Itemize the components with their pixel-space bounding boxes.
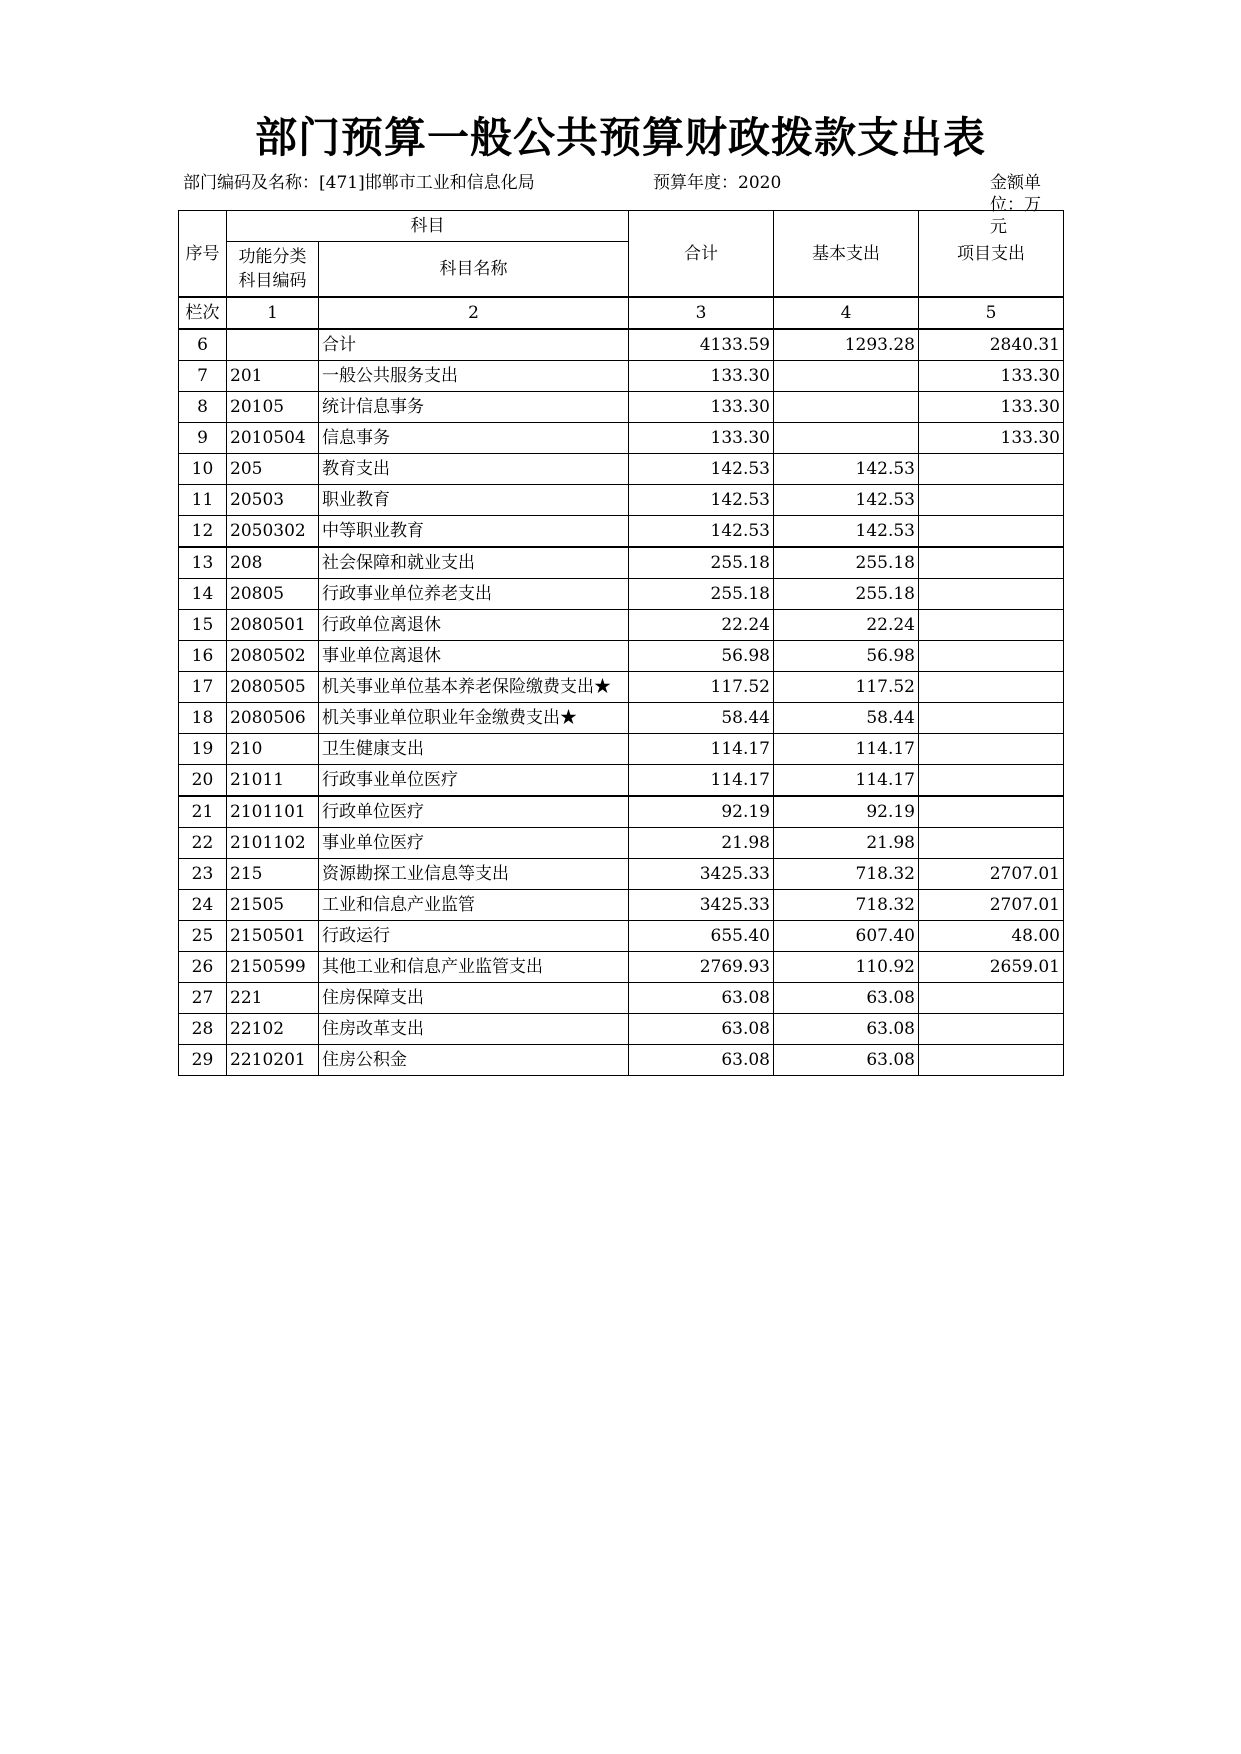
column-index-5: 5 (919, 297, 1064, 329)
table-row (179, 579, 1064, 610)
row-total: 114.17 (629, 765, 774, 797)
row-basic: 142.53 (774, 485, 919, 516)
row-project (919, 610, 1064, 641)
row-code: 21011 (227, 765, 319, 797)
row-project (919, 703, 1064, 734)
row-basic: 56.98 (774, 641, 919, 672)
department-label: 部门编码及名称：[471]邯郸市工业和信息化局 (183, 173, 535, 193)
row-code: 215 (227, 859, 319, 890)
row-total: 133.30 (629, 423, 774, 454)
header-seq: 序号 (179, 211, 227, 298)
row-code: 2150501 (227, 921, 319, 952)
row-name: 卫生健康支出 (319, 734, 629, 765)
row-code: 221 (227, 983, 319, 1014)
row-code: 2050302 (227, 516, 319, 548)
row-total: 255.18 (629, 547, 774, 579)
row-code: 208 (227, 547, 319, 579)
row-name: 住房公积金 (319, 1045, 629, 1076)
column-index-label: 栏次 (179, 297, 227, 329)
row-seq: 9 (179, 423, 227, 454)
row-basic: 21.98 (774, 828, 919, 859)
page-title: 部门预算一般公共预算财政拨款支出表 (254, 113, 986, 162)
row-seq: 18 (179, 703, 227, 734)
row-code: 2080501 (227, 610, 319, 641)
row-name: 行政单位医疗 (319, 796, 629, 828)
row-name: 事业单位医疗 (319, 828, 629, 859)
table-row (179, 1014, 1064, 1045)
row-basic: 718.32 (774, 859, 919, 890)
row-project (919, 1014, 1064, 1045)
table-row (179, 859, 1064, 890)
row-name: 信息事务 (319, 423, 629, 454)
row-seq: 6 (179, 329, 227, 361)
row-seq: 16 (179, 641, 227, 672)
table-row (179, 828, 1064, 859)
row-basic (774, 423, 919, 454)
row-code: 201 (227, 361, 319, 392)
row-code: 20805 (227, 579, 319, 610)
row-code: 2101102 (227, 828, 319, 859)
row-basic: 1293.28 (774, 329, 919, 361)
table-row (179, 641, 1064, 672)
row-project: 2707.01 (919, 859, 1064, 890)
table-row (179, 454, 1064, 485)
row-name: 行政事业单位医疗 (319, 765, 629, 797)
row-project (919, 516, 1064, 548)
row-seq: 29 (179, 1045, 227, 1076)
expenditure-table (178, 210, 1064, 1076)
row-name: 社会保障和就业支出 (319, 547, 629, 579)
row-project: 133.30 (919, 361, 1064, 392)
row-project (919, 454, 1064, 485)
row-seq: 24 (179, 890, 227, 921)
row-total: 142.53 (629, 454, 774, 485)
row-basic: 22.24 (774, 610, 919, 641)
header-code-text: 功能分类科目编码 (238, 247, 307, 291)
table-row (179, 703, 1064, 734)
header-total: 合计 (629, 211, 774, 298)
table-row (179, 361, 1064, 392)
row-seq: 21 (179, 796, 227, 828)
column-index-3: 3 (629, 297, 774, 329)
row-name: 教育支出 (319, 454, 629, 485)
row-seq: 10 (179, 454, 227, 485)
row-name: 其他工业和信息产业监管支出 (319, 952, 629, 983)
row-seq: 27 (179, 983, 227, 1014)
row-code: 2150599 (227, 952, 319, 983)
row-project: 133.30 (919, 392, 1064, 423)
row-basic (774, 392, 919, 423)
table-row (179, 1045, 1064, 1076)
row-code: 20503 (227, 485, 319, 516)
row-project: 2840.31 (919, 329, 1064, 361)
row-seq: 25 (179, 921, 227, 952)
row-name: 行政事业单位养老支出 (319, 579, 629, 610)
row-basic: 117.52 (774, 672, 919, 703)
row-code: 2101101 (227, 796, 319, 828)
row-total: 117.52 (629, 672, 774, 703)
row-total: 63.08 (629, 983, 774, 1014)
row-name: 机关事业单位职业年金缴费支出★ (319, 703, 629, 734)
row-project (919, 485, 1064, 516)
row-basic: 114.17 (774, 734, 919, 765)
row-basic: 63.08 (774, 1014, 919, 1045)
table-row (179, 765, 1064, 797)
table-row (179, 921, 1064, 952)
header-code (227, 242, 319, 298)
row-project (919, 579, 1064, 610)
row-basic: 63.08 (774, 1045, 919, 1076)
row-name: 工业和信息产业监管 (319, 890, 629, 921)
row-total: 21.98 (629, 828, 774, 859)
row-name: 住房保障支出 (319, 983, 629, 1014)
row-total: 114.17 (629, 734, 774, 765)
row-project (919, 1045, 1064, 1076)
table-row (179, 547, 1064, 579)
row-name: 行政运行 (319, 921, 629, 952)
row-total: 2769.93 (629, 952, 774, 983)
row-code: 2010504 (227, 423, 319, 454)
row-seq: 28 (179, 1014, 227, 1045)
table-row (179, 610, 1064, 641)
row-name: 资源勘探工业信息等支出 (319, 859, 629, 890)
row-seq: 23 (179, 859, 227, 890)
column-index-1: 1 (227, 297, 319, 329)
column-index-row (179, 297, 1064, 329)
column-index-4: 4 (774, 297, 919, 329)
table-row (179, 890, 1064, 921)
budget-year-label: 预算年度：2020 (653, 173, 782, 193)
row-name: 行政单位离退休 (319, 610, 629, 641)
row-seq: 17 (179, 672, 227, 703)
row-total: 655.40 (629, 921, 774, 952)
row-total: 3425.33 (629, 890, 774, 921)
row-total: 92.19 (629, 796, 774, 828)
row-total: 255.18 (629, 579, 774, 610)
row-name: 合计 (319, 329, 629, 361)
header-basic: 基本支出 (774, 211, 919, 298)
row-seq: 13 (179, 547, 227, 579)
row-project: 48.00 (919, 921, 1064, 952)
row-seq: 26 (179, 952, 227, 983)
row-name: 职业教育 (319, 485, 629, 516)
header-row-1 (179, 211, 1064, 242)
row-basic: 92.19 (774, 796, 919, 828)
row-project (919, 828, 1064, 859)
row-basic: 255.18 (774, 579, 919, 610)
table-row (179, 485, 1064, 516)
row-basic: 255.18 (774, 547, 919, 579)
row-code: 21505 (227, 890, 319, 921)
header-subject: 科目 (227, 211, 629, 242)
table-row (179, 392, 1064, 423)
row-basic: 718.32 (774, 890, 919, 921)
row-total: 22.24 (629, 610, 774, 641)
row-basic (774, 361, 919, 392)
row-seq: 22 (179, 828, 227, 859)
row-code: 2080502 (227, 641, 319, 672)
row-basic: 58.44 (774, 703, 919, 734)
row-seq: 7 (179, 361, 227, 392)
row-name: 机关事业单位基本养老保险缴费支出★ (319, 672, 629, 703)
table-row (179, 516, 1064, 548)
table-row (179, 952, 1064, 983)
row-code: 210 (227, 734, 319, 765)
row-code: 22102 (227, 1014, 319, 1045)
row-name: 事业单位离退休 (319, 641, 629, 672)
row-code: 20105 (227, 392, 319, 423)
row-name: 统计信息事务 (319, 392, 629, 423)
row-basic: 110.92 (774, 952, 919, 983)
row-code: 2210201 (227, 1045, 319, 1076)
row-total: 133.30 (629, 392, 774, 423)
row-code: 2080506 (227, 703, 319, 734)
row-project: 2659.01 (919, 952, 1064, 983)
row-project (919, 796, 1064, 828)
row-seq: 19 (179, 734, 227, 765)
table-row (179, 734, 1064, 765)
table-row (179, 423, 1064, 454)
row-basic: 142.53 (774, 516, 919, 548)
table-row (179, 672, 1064, 703)
row-code (227, 329, 319, 361)
row-name: 一般公共服务支出 (319, 361, 629, 392)
row-total: 142.53 (629, 485, 774, 516)
row-project: 133.30 (919, 423, 1064, 454)
table-row (179, 329, 1064, 361)
row-seq: 8 (179, 392, 227, 423)
header-name: 科目名称 (319, 242, 629, 298)
row-total: 4133.59 (629, 329, 774, 361)
row-basic: 63.08 (774, 983, 919, 1014)
row-seq: 20 (179, 765, 227, 797)
row-name: 中等职业教育 (319, 516, 629, 548)
row-name: 住房改革支出 (319, 1014, 629, 1045)
table-row (179, 983, 1064, 1014)
row-project (919, 765, 1064, 797)
row-seq: 11 (179, 485, 227, 516)
row-total: 63.08 (629, 1014, 774, 1045)
row-total: 56.98 (629, 641, 774, 672)
row-project (919, 983, 1064, 1014)
row-seq: 15 (179, 610, 227, 641)
row-seq: 12 (179, 516, 227, 548)
row-basic: 142.53 (774, 454, 919, 485)
row-basic: 607.40 (774, 921, 919, 952)
header-project: 项目支出 (919, 211, 1064, 298)
row-seq: 14 (179, 579, 227, 610)
row-total: 142.53 (629, 516, 774, 548)
row-total: 3425.33 (629, 859, 774, 890)
row-code: 2080505 (227, 672, 319, 703)
row-project (919, 547, 1064, 579)
row-project (919, 734, 1064, 765)
amount-unit-label: 金额单位：万元 (990, 173, 1041, 237)
row-total: 133.30 (629, 361, 774, 392)
row-code: 205 (227, 454, 319, 485)
row-total: 58.44 (629, 703, 774, 734)
column-index-2: 2 (319, 297, 629, 329)
row-total: 63.08 (629, 1045, 774, 1076)
row-project (919, 641, 1064, 672)
row-basic: 114.17 (774, 765, 919, 797)
table-row (179, 796, 1064, 828)
row-project: 2707.01 (919, 890, 1064, 921)
row-project (919, 672, 1064, 703)
